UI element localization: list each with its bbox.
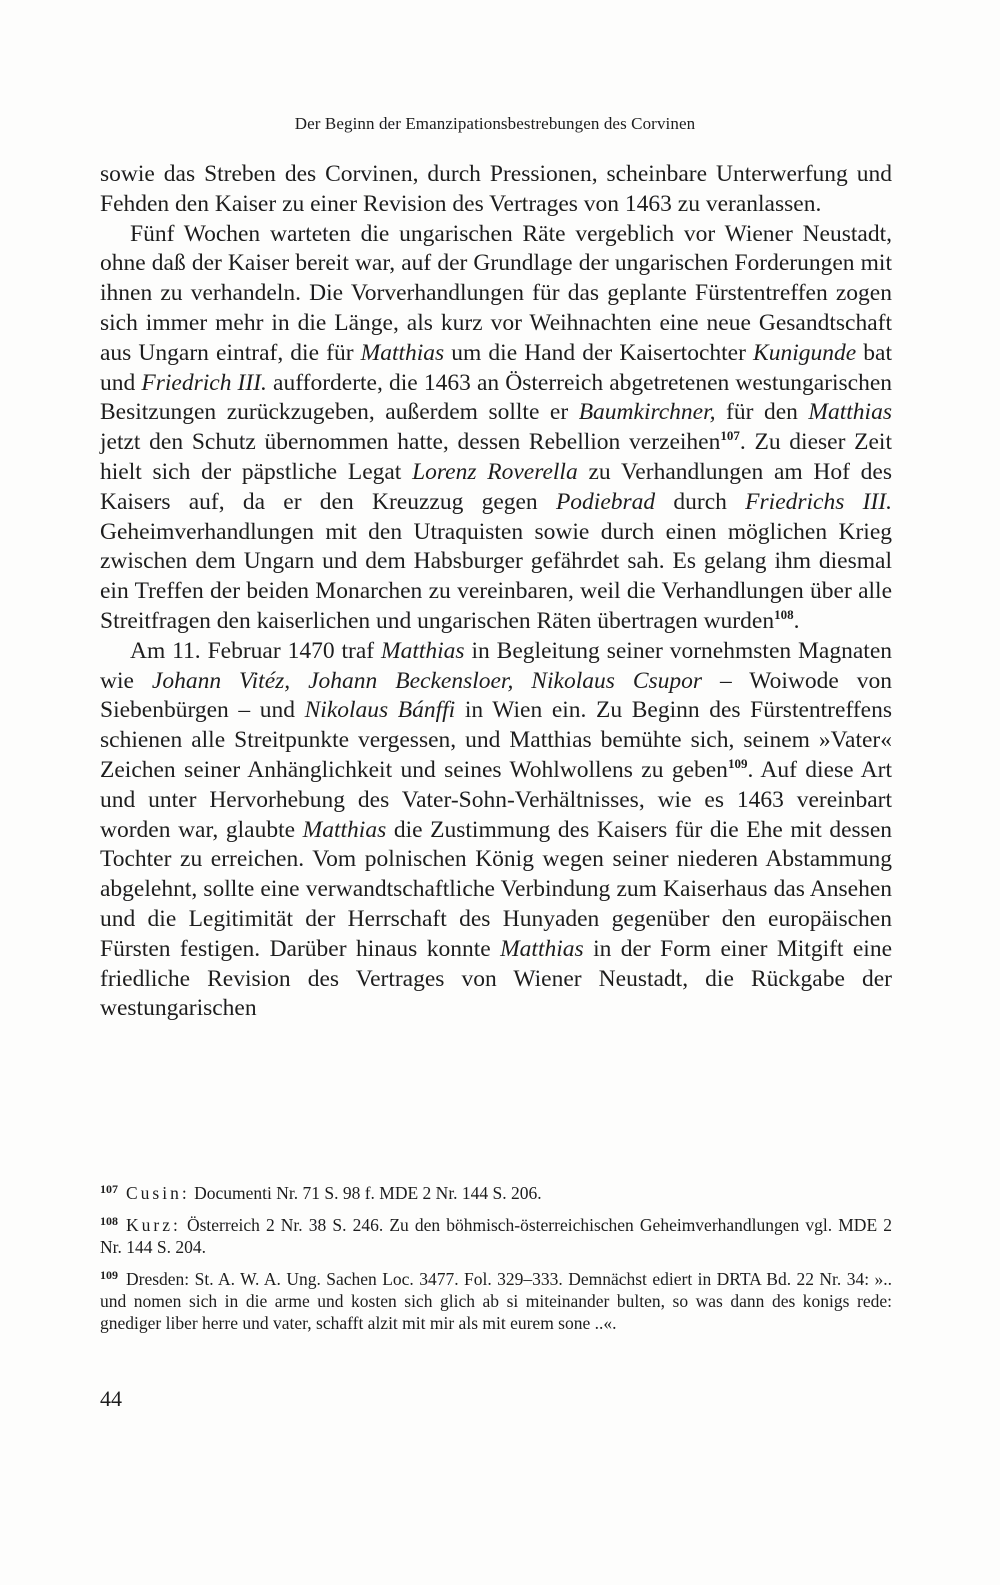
paragraph — [100, 220, 892, 637]
footnote-reference: 107 — [720, 428, 740, 444]
text-run: . — [793, 607, 800, 634]
italic-name: Matthias — [500, 935, 584, 962]
text-run: die Zustimmung des Kaisers für die Ehe mit dessen Tochter zu erreichen. Vom polnischen König wegen seiner niederen Abstammung abgelehnt, sollte eine verwandtschaftliche Verbindung zum Kaiserhaus das Ansehen und die Legitimität der Herrschaft des Hunyaden gegenüber den europäischen Fürsten festigen. Darüber hinaus konnte — [100, 816, 893, 962]
italic-name: Lorenz Roverella — [412, 458, 578, 485]
text-run: zu Verhandlungen am Hof des Kaisers auf, da er den Kreuzzug gegen — [100, 458, 892, 515]
footnote-text: Documenti Nr. 71 S. 98 f. MDE 2 Nr. 144 S. 206. — [189, 1183, 542, 1203]
text-run: in Wien ein. Zu Beginn des Fürstentreffens schienen alle Streitpunkte vergessen, und Matthias bemühte sich, seinem »Vater« Zeichen seiner Anhänglichkeit und seines Wohlwollens zu geben — [100, 697, 892, 783]
italic-name: Friedrich III. — [141, 369, 267, 396]
text-run: aufforderte, die 1463 an Österreich abgetretenen westungarischen Besitzungen zurückzugeben, außerdem sollte er — [100, 369, 893, 426]
footnote — [100, 1178, 892, 1204]
text-run: in Begleitung seiner vornehmsten Magnaten wie — [100, 637, 893, 694]
text-run: um die Hand der Kaisertochter — [444, 339, 754, 366]
text-run: bat und — [100, 339, 892, 396]
footnote-reference: 109 — [727, 755, 748, 771]
italic-name: Matthias — [302, 816, 387, 843]
footnote-text: Dresden: St. A. W. A. Ung. Sachen Loc. 3477. Fol. 329–333. Demnächst ediert in DRTA Bd. 22 Nr. 34: ».. und nomen sich in die arme und kosten sich glich ab si miteinander bulten, so was dann des konigs rede: gnediger liber herre und vater, schafft alzit mit mir als mit eurem sone ..«. — [100, 1269, 892, 1333]
footnotes — [100, 1178, 892, 1340]
italic-name: Matthias — [808, 399, 892, 426]
italic-name: Podiebrad — [555, 488, 656, 515]
text-run: Am 11. Februar 1470 traf — [130, 637, 382, 664]
body-text — [100, 160, 892, 1024]
text-run: . Zu dieser Zeit hielt sich der päpstliche Legat — [100, 429, 892, 485]
italic-name: Friedrichs III. — [745, 488, 892, 515]
page-number: 44 — [100, 1386, 122, 1411]
footnote-number: 109 — [100, 1268, 118, 1282]
italic-name: Johann Vitéz, Johann Beckensloer, Nikolaus Csupor — [151, 667, 703, 694]
footnote — [100, 1210, 892, 1258]
footnote-author: Cusin: — [126, 1183, 190, 1203]
footnote-number: 108 — [100, 1214, 118, 1228]
text-run: jetzt den Schutz übernommen hatte, dessen Rebellion verzeihen — [100, 429, 721, 456]
text-run: . Auf diese Art und unter Hervorhebung des Vater-Sohn-Verhältnisses, wie es 1463 vereinbart worden war, glaubte — [100, 756, 892, 843]
running-head: Der Beginn der Emanzipationsbestrebungen des Corvinen — [294, 114, 696, 133]
text-run: Fünf Wochen warteten die ungarischen Räte vergeblich vor Wiener Neustadt, ohne daß der Kaiser bereit war, auf der Grundlage der ungarischen Forderungen mit ihnen zu verhandeln. Die Vorverhandlungen für das geplante Fürstentreffen zogen sich immer mehr in die Länge, als kurz vor Weihnachten eine neue Gesandtschaft aus Ungarn eintraf, die für — [100, 220, 892, 366]
italic-name: Kunigunde — [753, 339, 857, 366]
footnote-text: Österreich 2 Nr. 38 S. 246. Zu den böhmisch-österreichischen Geheimverhandlungen vgl. MDE 2 Nr. 144 S. 204. — [100, 1215, 892, 1257]
footnote-reference: 108 — [774, 606, 794, 622]
italic-name: Matthias — [360, 339, 445, 366]
text-run: für den — [715, 399, 809, 426]
footnote-number: 107 — [100, 1182, 118, 1196]
italic-name: Matthias — [381, 637, 465, 664]
paragraph — [100, 637, 892, 1024]
italic-name: Baumkirchner, — [578, 399, 716, 426]
text-run: in der Form einer Mitgift eine friedliche Revision des Vertrages von Wiener Neustadt, die Rückgabe der westungarischen — [100, 935, 892, 1022]
footnote — [100, 1264, 892, 1334]
text-run: – Woiwode von Siebenbürgen – und — [100, 667, 892, 724]
italic-name: Nikolaus Bánffi — [304, 697, 456, 724]
paragraph — [100, 160, 892, 220]
footnote-author: Kurz: — [126, 1215, 181, 1235]
text-run: sowie das Streben des Corvinen, durch Pressionen, scheinbare Unterwerfung und Fehden den Kaiser zu einer Revision des Vertrages von 1463 zu veranlassen. — [100, 161, 892, 217]
text-run: Geheimverhandlungen mit den Utraquisten sowie durch einen möglichen Krieg zwischen dem Ungarn und dem Habsburger gefährdet sah. Es gelang ihm diesmal ein Treffen der beiden Monarchen zu vereinbaren, weil die Verhandlungen über alle Streitfragen den kaiserlichen und ungarischen Räten übertragen wurden — [100, 518, 892, 634]
text-run: durch — [655, 488, 746, 515]
